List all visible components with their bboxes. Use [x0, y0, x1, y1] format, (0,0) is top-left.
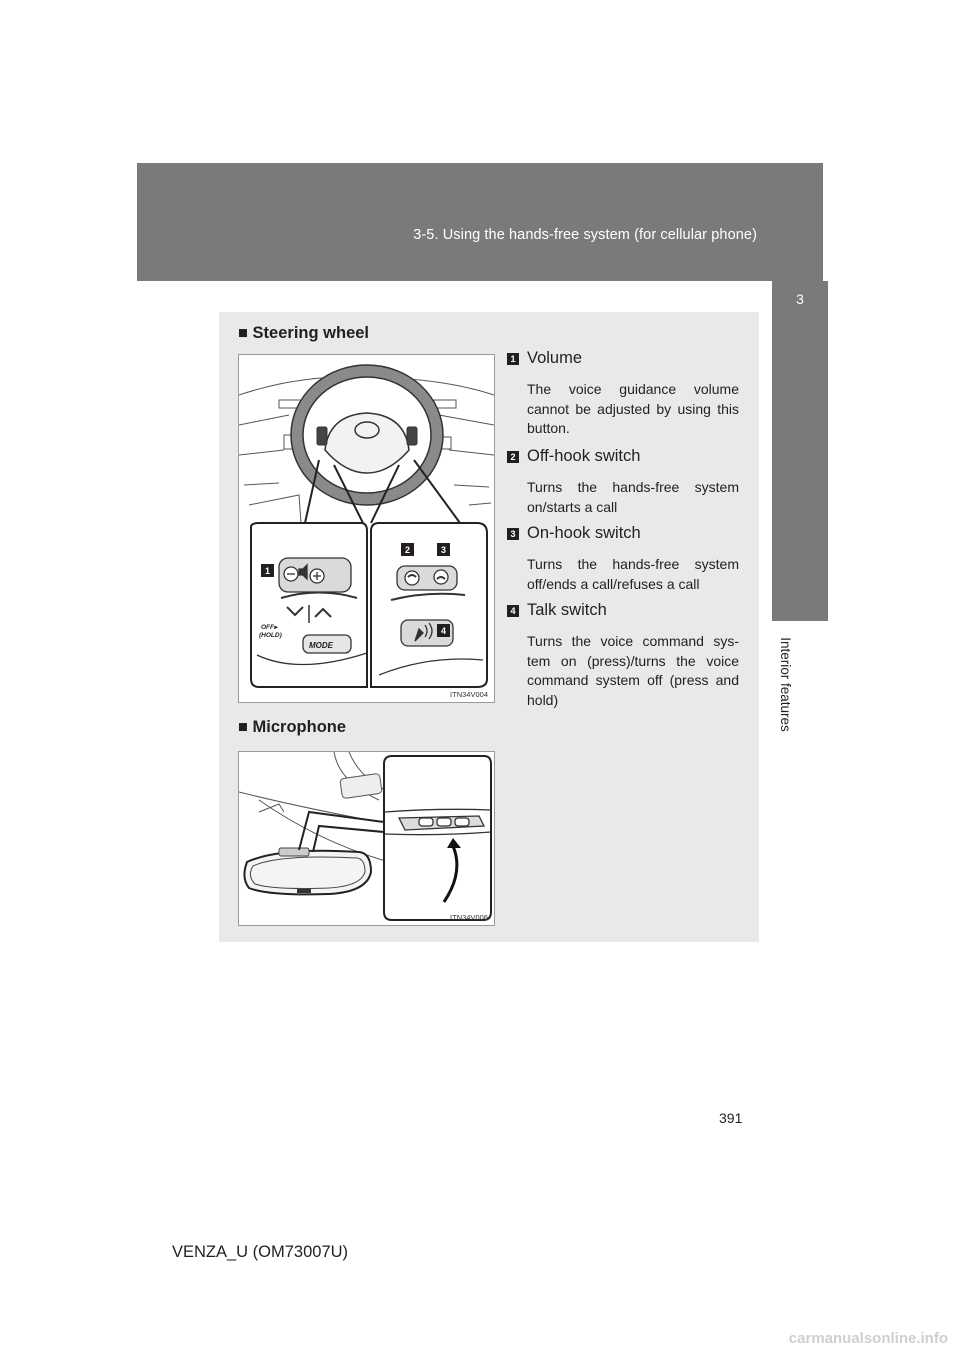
svg-text:OFF▸ (HOLD) — [259, 624, 282, 639]
microphone-zoom — [384, 756, 491, 920]
chapter-number: 3 — [796, 291, 804, 307]
steering-wheel-figure — [238, 354, 495, 703]
svg-text:1: 1 — [264, 566, 271, 576]
item-number-2: 2 — [507, 451, 519, 463]
item-title: Off-hook switch — [527, 447, 641, 465]
off-hold-label-line1: OFF▸ — [261, 624, 278, 631]
right-switch-zoom — [371, 523, 487, 687]
steering-figure-code: ITN34V004 — [450, 690, 488, 699]
off-hold-label-line2: (HOLD) — [259, 632, 282, 639]
callout-2 — [401, 543, 414, 556]
item-title: On-hook switch — [527, 524, 641, 542]
callout-4 — [437, 624, 450, 637]
item-on-hook-switch — [507, 524, 739, 594]
steering-wheel-title: ■ Steering wheel — [238, 324, 370, 342]
steering-wheel-illustration — [239, 355, 494, 702]
svg-text:4: 4 — [440, 626, 447, 636]
content-panel — [219, 312, 759, 942]
item-title: Talk switch — [527, 601, 607, 619]
microphone-figure-code: ITN34V006 — [450, 913, 488, 922]
header-band — [137, 163, 823, 281]
chapter-label-text: Interior features — [777, 636, 793, 732]
item-description: Turns the voice command sys-tem on (press)/turns the voice command system off (press and hold) — [527, 633, 739, 708]
mode-switch-label: MODE — [309, 641, 333, 650]
item-volume — [507, 349, 739, 439]
item-description: Turns the hands-free system off/ends a call/refuses a call — [527, 556, 739, 592]
microphone-title: ■ Microphone — [238, 718, 347, 736]
section-heading: 3-5. Using the hands-free system (for cellular phone) — [413, 227, 757, 243]
chapter-label — [771, 626, 799, 742]
item-number-3: 3 — [507, 528, 519, 540]
item-description: The voice guidance volume cannot be adjusted by using this button. — [527, 381, 739, 436]
microphone-figure — [238, 751, 495, 926]
watermark: carmanualsonline.info — [788, 1330, 948, 1347]
callout-3 — [437, 543, 450, 556]
item-title: Volume — [527, 349, 583, 367]
item-description: Turns the hands-free system on/starts a call — [527, 479, 739, 515]
item-number-1: 1 — [507, 353, 519, 365]
document-code: VENZA_U (OM73007U) — [172, 1243, 349, 1261]
chapter-tab[interactable] — [772, 281, 828, 621]
item-number-4: 4 — [507, 605, 519, 617]
callout-1 — [261, 564, 274, 577]
item-off-hook-switch — [507, 447, 739, 517]
svg-text:3: 3 — [440, 545, 447, 555]
page-number: 391 — [719, 1110, 743, 1126]
item-talk-switch — [507, 601, 739, 710]
svg-text:2: 2 — [404, 545, 411, 555]
microphone-illustration — [239, 752, 494, 925]
